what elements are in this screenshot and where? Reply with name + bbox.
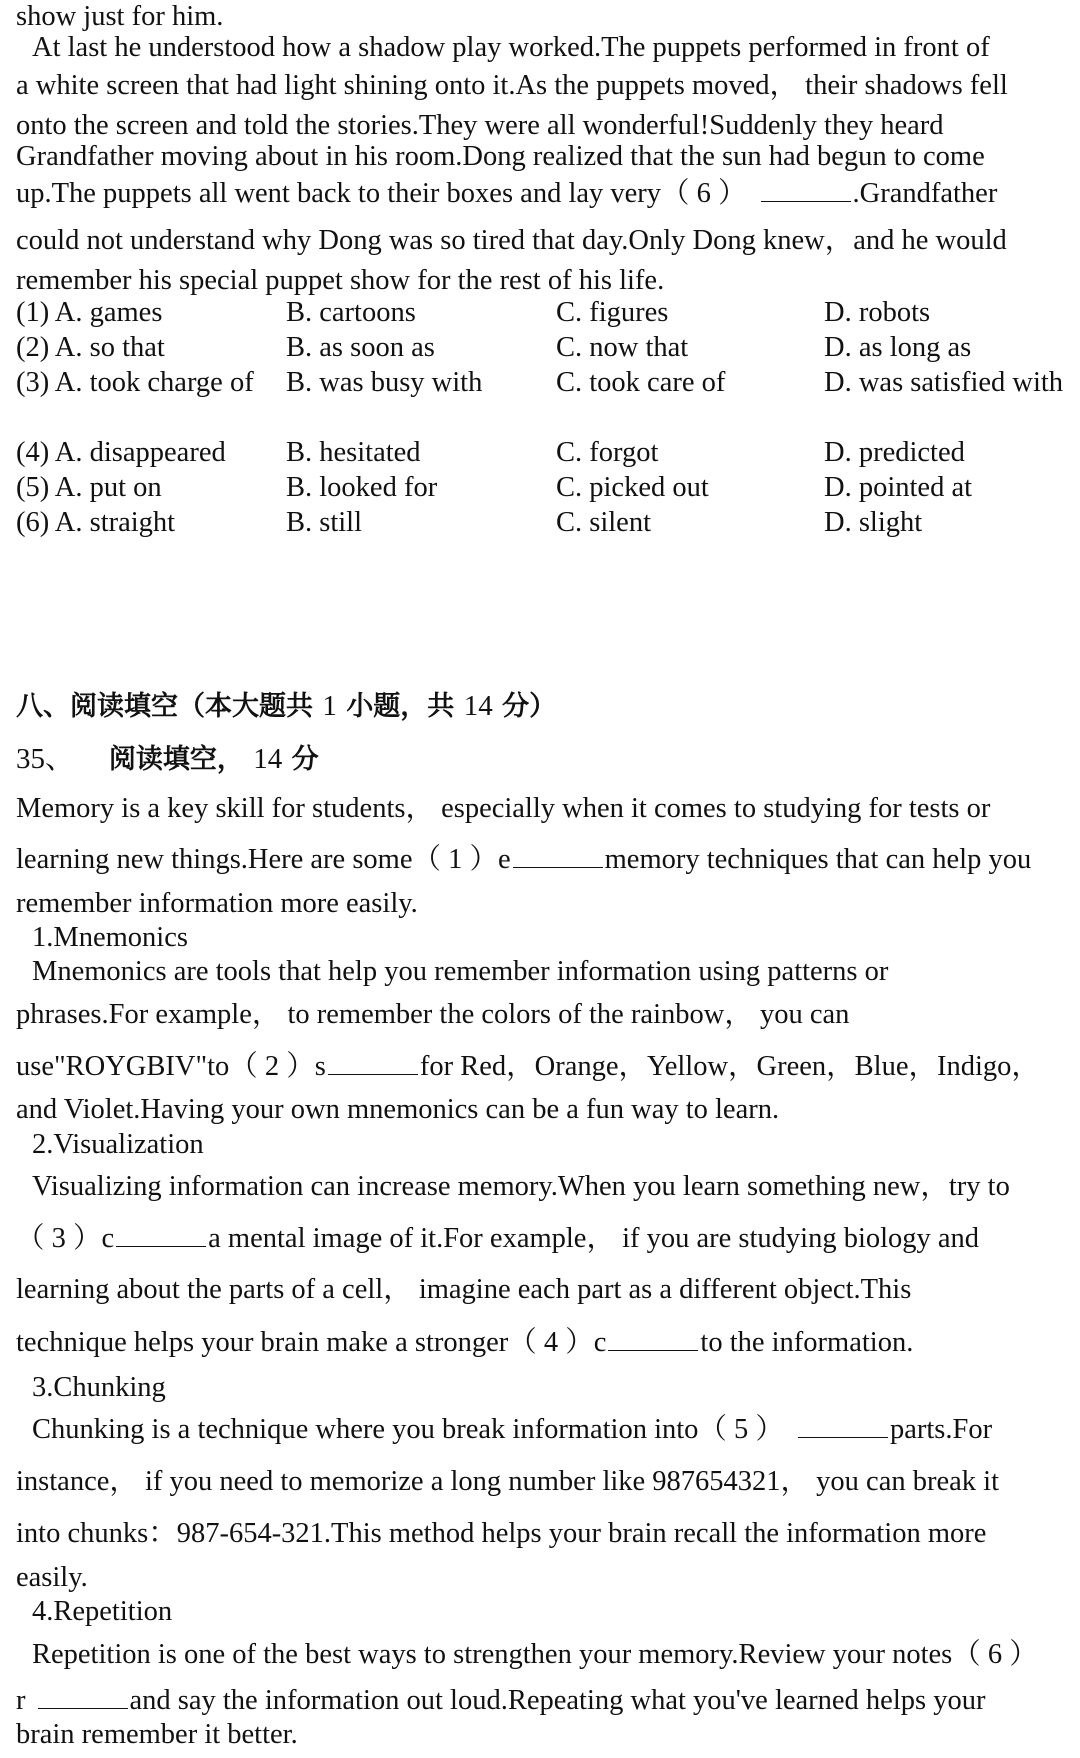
line-text: a mental image of it.For example， if you are studying biology and	[208, 1223, 980, 1254]
option-c[interactable]: C. picked out	[556, 472, 709, 503]
passage-line: learning about the parts of a cell， imagine each part as a different object.This	[16, 1274, 912, 1305]
question-score: 14	[253, 743, 283, 775]
option-d[interactable]: D. slight	[824, 507, 923, 538]
passage-line: At last he understood how a shadow play worked.The puppets performed in front of	[32, 32, 990, 63]
option-d[interactable]: D. was satisfied with	[824, 367, 1064, 398]
option-b[interactable]: B. still	[286, 507, 363, 538]
answer-blank[interactable]	[513, 845, 603, 868]
passage-line: Memory is a key skill for students， especially when it comes to studying for tests or	[16, 793, 991, 824]
passage-line: into chunks：987-654-321.This method helps your brain recall the information more	[16, 1518, 987, 1549]
subheading: 3.Chunking	[32, 1372, 166, 1403]
line-text: and say the information out loud.Repeating what you've learned helps your	[129, 1685, 986, 1716]
heading-text: 小题，共	[346, 691, 455, 722]
passage-line: brain remember it better.	[16, 1719, 298, 1750]
line-text: r	[16, 1685, 26, 1716]
passage-line: show just for him.	[16, 1, 224, 32]
option-b[interactable]: B. was busy with	[286, 367, 483, 398]
question-title: 阅读填空，	[108, 744, 244, 775]
line-text: technique helps your brain make a stronger（ 4 ）c	[16, 1327, 607, 1358]
options-table	[16, 295, 1066, 540]
passage-line: a white screen that had light shining onto it.As the puppets moved， their shadows fell	[16, 70, 1008, 101]
passage-line: phrases.For example， to remember the colors of the rainbow， you can	[16, 999, 850, 1030]
question-number: 35、	[16, 743, 75, 775]
subheading: 1.Mnemonics	[32, 922, 188, 953]
option-row	[16, 435, 1066, 470]
option-row	[16, 330, 1066, 365]
option-c[interactable]: C. forgot	[556, 437, 659, 468]
answer-blank[interactable]	[38, 1686, 128, 1709]
passage-line: Visualizing information can increase memory.When you learn something new，try to	[32, 1171, 1010, 1202]
line-text: memory techniques that can help you	[604, 844, 1032, 875]
option-a[interactable]: (2) A. so that	[16, 332, 165, 363]
passage-line: easily.	[16, 1562, 88, 1593]
option-row	[16, 505, 1066, 540]
passage-line	[16, 843, 1066, 877]
option-c[interactable]: C. now that	[556, 332, 689, 363]
option-d[interactable]: D. as long as	[824, 332, 972, 363]
line-text: to the information.	[700, 1327, 914, 1358]
subheading: 2.Visualization	[32, 1129, 204, 1160]
passage-line	[16, 1326, 1066, 1360]
question-heading	[16, 742, 1066, 777]
option-b[interactable]: B. looked for	[286, 472, 438, 503]
answer-blank[interactable]	[608, 1328, 698, 1351]
option-row	[16, 470, 1066, 505]
option-a[interactable]: (1) A. games	[16, 297, 163, 328]
option-a[interactable]: (4) A. disappeared	[16, 437, 226, 468]
answer-blank[interactable]	[328, 1052, 418, 1075]
option-c[interactable]: C. figures	[556, 297, 669, 328]
passage-line	[16, 1684, 1066, 1718]
line-text: .Grandfather	[852, 178, 998, 209]
heading-text: 八、阅读填空（本大题共	[16, 691, 313, 722]
passage-line	[32, 1413, 1066, 1447]
option-b[interactable]: B. as soon as	[286, 332, 435, 363]
option-c[interactable]: C. took care of	[556, 367, 726, 398]
section-heading	[16, 689, 1066, 724]
heading-score: 14	[463, 690, 493, 722]
line-text: Chunking is a technique where you break information into（ 5 ）	[32, 1414, 784, 1445]
option-a[interactable]: (3) A. took charge of	[16, 367, 254, 398]
answer-blank[interactable]	[761, 179, 851, 202]
option-c[interactable]: C. silent	[556, 507, 652, 538]
passage-line	[16, 177, 1066, 211]
option-d[interactable]: D. robots	[824, 297, 931, 328]
line-text: learning new things.Here are some（ 1 ）e	[16, 844, 511, 875]
option-b[interactable]: B. cartoons	[286, 297, 416, 328]
subheading: 4.Repetition	[32, 1596, 173, 1627]
passage-line	[16, 1222, 1066, 1256]
option-a[interactable]: (5) A. put on	[16, 472, 162, 503]
question-unit: 分	[291, 744, 319, 775]
passage-line: Mnemonics are tools that help you remember information using patterns or	[32, 956, 889, 987]
line-text: use"ROYGBIV"to（ 2 ）s	[16, 1051, 326, 1082]
answer-blank[interactable]	[798, 1415, 888, 1438]
option-d[interactable]: D. pointed at	[824, 472, 973, 503]
passage-line: onto the screen and told the stories.They were all wonderful!Suddenly they heard	[16, 110, 944, 141]
passage-line: remember information more easily.	[16, 888, 418, 919]
passage-line: instance， if you need to memorize a long number like 987654321， you can break it	[16, 1466, 999, 1497]
heading-text: 分）	[502, 691, 557, 722]
line-text: （ 3 ）c	[16, 1223, 115, 1254]
line-text: parts.For	[889, 1414, 993, 1445]
passage-line: Grandfather moving about in his room.Dong realized that the sun had begun to come	[16, 141, 985, 172]
option-d[interactable]: D. predicted	[824, 437, 965, 468]
passage-line: Repetition is one of the best ways to strengthen your memory.Review your notes（ 6 ）	[32, 1639, 1038, 1670]
option-b[interactable]: B. hesitated	[286, 437, 421, 468]
passage-line: remember his special puppet show for the rest of his life.	[16, 265, 665, 296]
line-text: up.The puppets all went back to their boxes and lay very（ 6 ）	[16, 178, 747, 209]
passage-line	[16, 1050, 1066, 1084]
heading-count: 1	[322, 690, 337, 722]
answer-blank[interactable]	[116, 1224, 206, 1247]
option-a[interactable]: (6) A. straight	[16, 507, 176, 538]
option-row	[16, 295, 1066, 330]
option-row	[16, 365, 1066, 435]
line-text: for Red，Orange，Yellow，Green，Blue，Indigo，	[419, 1051, 1040, 1082]
passage-line: and Violet.Having your own mnemonics can be a fun way to learn.	[16, 1094, 780, 1125]
passage-line: could not understand why Dong was so tired that day.Only Dong knew，and he would	[16, 225, 1007, 256]
